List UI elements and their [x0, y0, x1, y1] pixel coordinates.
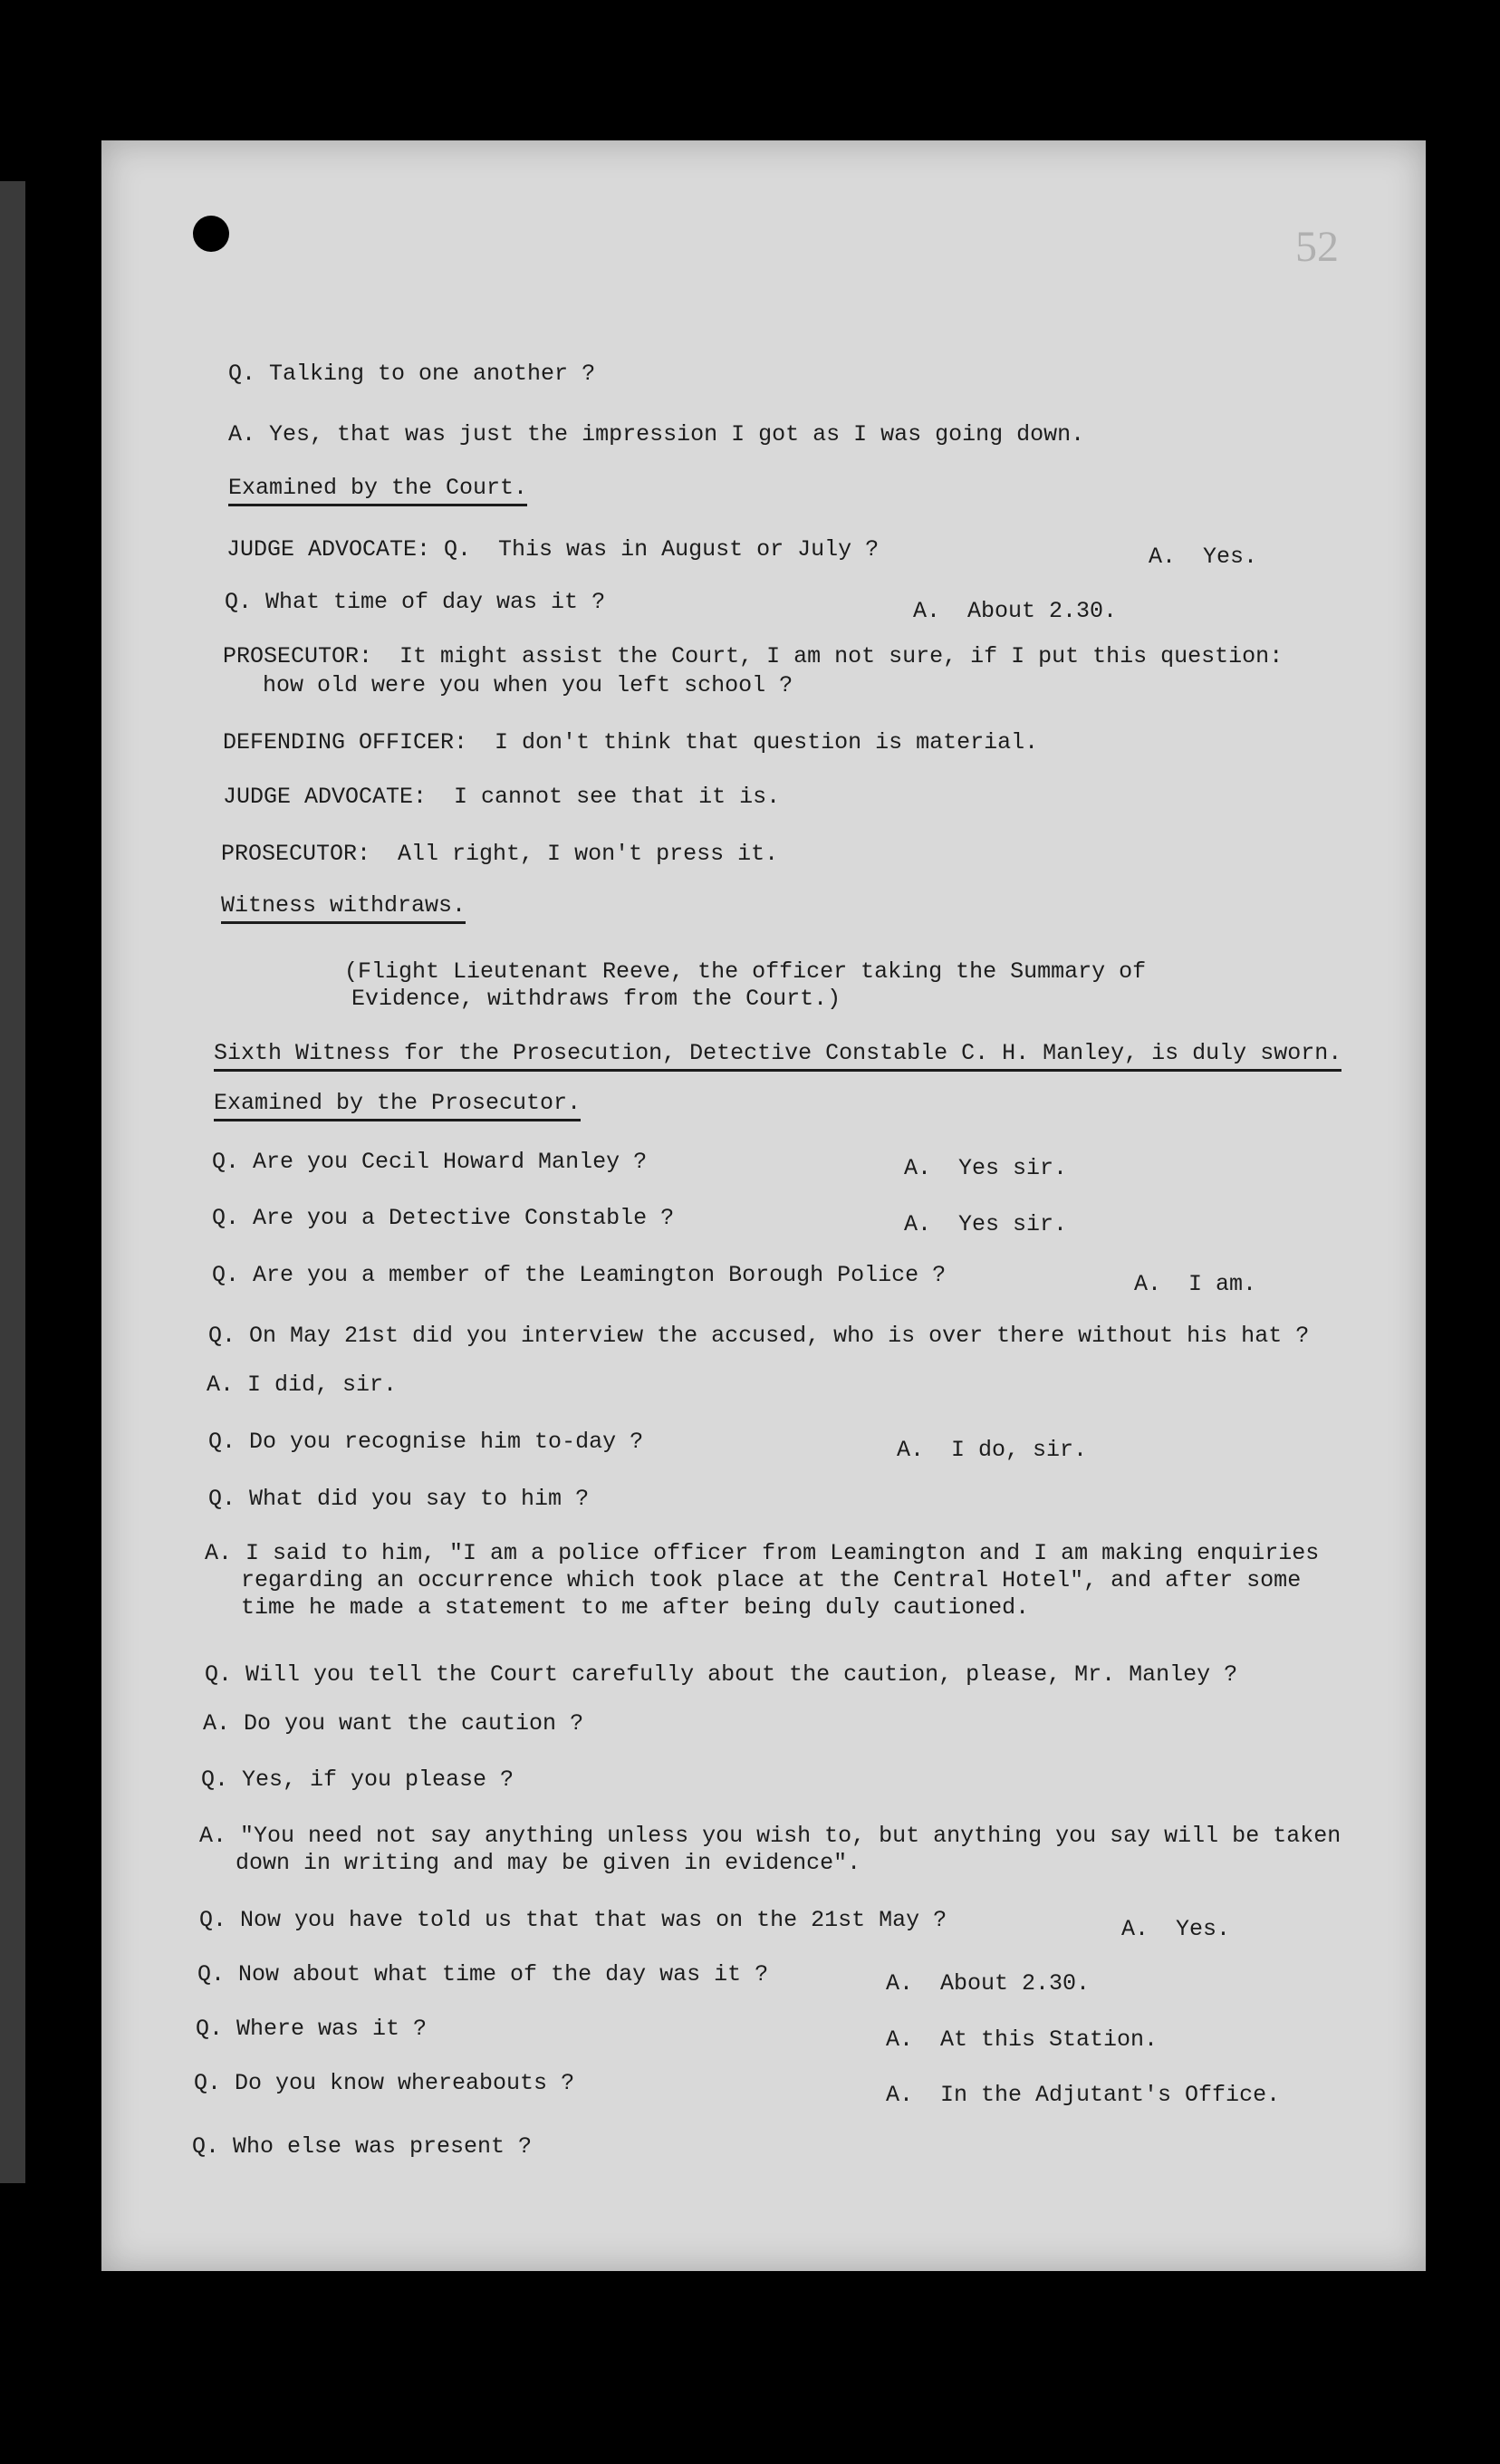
answer-line: A. I said to him, "I am a police officer from Leamington and I am making enquiries [205, 1540, 1320, 1566]
answer-line: A. Yes, that was just the impression I got as I was going down. [228, 421, 1085, 448]
question-line: Q. Where was it ? [196, 2016, 428, 2042]
section-heading: Witness withdraws. [221, 892, 466, 924]
question-line: Q. Do you recognise him to-day ? [208, 1429, 644, 1455]
note-line: (Flight Lieutenant Reeve, the officer taking the Summary of [344, 958, 1147, 985]
answer-inline: A. Yes. [1121, 1916, 1231, 1942]
answer-line: A. "You need not say anything unless you wish to, but anything you say will be taken [199, 1823, 1341, 1849]
statement-line: JUDGE ADVOCATE: I cannot see that it is. [223, 784, 781, 810]
adjacent-page-edge [0, 181, 25, 2183]
question-line: Q. Yes, if you please ? [201, 1766, 514, 1793]
section-heading: Sixth Witness for the Prosecution, Detective Constable C. H. Manley, is duly sworn. [214, 1040, 1341, 1072]
answer-inline: A. Yes sir. [904, 1211, 1068, 1237]
note-line: Evidence, withdraws from the Court.) [351, 986, 841, 1012]
answer-inline: A. Yes. [1149, 544, 1258, 570]
question-line: Q. Talking to one another ? [228, 361, 596, 387]
question-line: Q. What did you say to him ? [208, 1486, 590, 1512]
question-line: Q. What time of day was it ? [225, 589, 606, 615]
question-line: Q. Who else was present ? [192, 2133, 533, 2160]
answer-inline: A. Yes sir. [904, 1155, 1068, 1181]
answer-line: A. I did, sir. [207, 1372, 398, 1398]
answer-line: time he made a statement to me after being duly cautioned. [241, 1594, 1030, 1621]
section-heading: Examined by the Prosecutor. [214, 1090, 581, 1121]
answer-inline: A. About 2.30. [886, 1970, 1091, 1997]
answer-inline: A. In the Adjutant's Office. [886, 2082, 1281, 2108]
question-line: Q. Now you have told us that that was on the 21st May ? [199, 1907, 947, 1933]
statement-line: DEFENDING OFFICER: I don't think that question is material. [223, 729, 1039, 756]
statement-line: how old were you when you left school ? [263, 672, 793, 698]
answer-line: A. Do you want the caution ? [203, 1710, 584, 1737]
answer-line: down in writing and may be given in evidence". [236, 1850, 861, 1876]
question-line: JUDGE ADVOCATE: Q. This was in August or July ? [226, 536, 880, 563]
punch-hole [193, 216, 229, 252]
answer-inline: A. I am. [1134, 1271, 1257, 1297]
question-line: Q. Are you Cecil Howard Manley ? [212, 1149, 648, 1175]
question-line: Q. On May 21st did you interview the accused, who is over there without his hat ? [208, 1323, 1310, 1349]
statement-line: PROSECUTOR: It might assist the Court, I am not sure, if I put this question: [223, 643, 1284, 669]
question-line: Q. Now about what time of the day was it ? [197, 1961, 769, 1988]
answer-inline: A. At this Station. [886, 2026, 1159, 2053]
answer-inline: A. I do, sir. [897, 1437, 1088, 1463]
answer-line: regarding an occurrence which took place at the Central Hotel", and after some [241, 1567, 1302, 1593]
question-line: Q. Do you know whereabouts ? [194, 2070, 575, 2096]
question-line: Q. Are you a member of the Leamington Borough Police ? [212, 1262, 947, 1288]
question-line: Q. Will you tell the Court carefully about the caution, please, Mr. Manley ? [205, 1661, 1238, 1688]
section-heading: Examined by the Court. [228, 475, 527, 506]
question-line: Q. Are you a Detective Constable ? [212, 1205, 675, 1231]
page-number: 52 [1295, 223, 1339, 271]
statement-line: PROSECUTOR: All right, I won't press it. [221, 841, 779, 867]
answer-inline: A. About 2.30. [913, 598, 1118, 624]
